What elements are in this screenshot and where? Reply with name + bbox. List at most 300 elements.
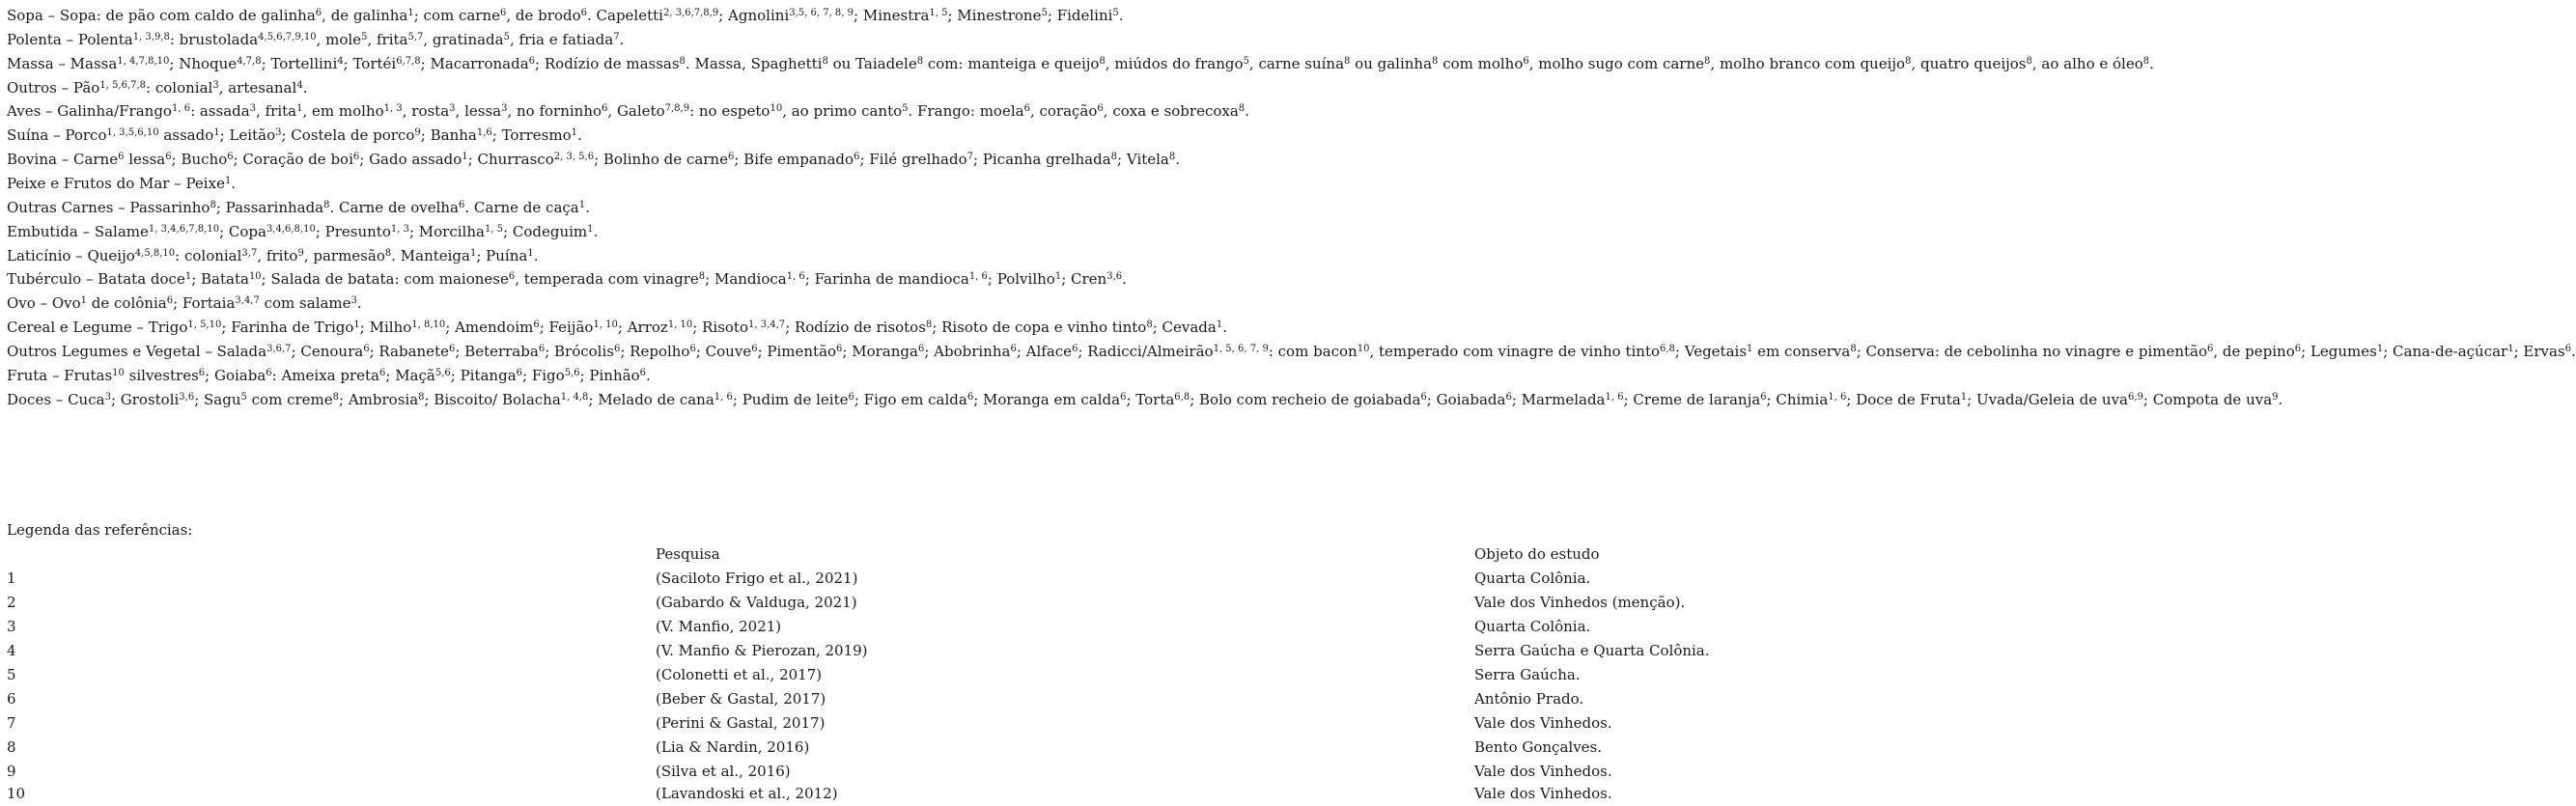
row-text: , rosta [402, 102, 450, 121]
row-text: , gratinada [423, 30, 504, 48]
row-text: ; Minestra [854, 7, 930, 24]
reference-superscript: 6 [352, 152, 360, 163]
row-text: ; Mandioca [705, 270, 787, 289]
reference-superscript: 6 [1505, 391, 1512, 403]
legend-ref-row [0, 639, 2307, 663]
row-text: com salame [259, 294, 351, 313]
reference-superscript: 6 [2564, 343, 2572, 354]
ref-objeto: Quarta Colônia. [1474, 570, 1591, 587]
reference-superscript: 5,6 [434, 367, 451, 378]
row-text: ; Brócolis [545, 342, 614, 360]
row-text: , temperado com vinagre de vinho tinto [1369, 342, 1661, 360]
reference-superscript: 1 [213, 127, 220, 139]
reference-superscript: 7 [613, 31, 620, 42]
reference-superscript: 1,6 [476, 127, 492, 139]
reference-superscript: 1 [353, 320, 360, 331]
reference-superscript: 8 [679, 55, 686, 67]
reference-superscript: 1 [587, 223, 594, 235]
row-text: : brustolada [169, 30, 259, 48]
reference-superscript: 8 [332, 391, 340, 403]
row-text: ; Ambrosia [339, 390, 419, 408]
reference-superscript: 5 [240, 391, 247, 403]
reference-superscript: 3,4,6,8,10 [266, 223, 316, 235]
food-category-row [7, 267, 1127, 292]
reference-superscript: 1, 3 [383, 103, 403, 115]
reference-superscript: 1 [578, 199, 586, 210]
legend-ref-row [0, 711, 2307, 736]
food-category-row [7, 76, 307, 100]
row-text: . [2149, 54, 2154, 72]
row-text: . [2278, 390, 2283, 408]
legend-ref-row [0, 663, 2307, 687]
row-text: ; Arroz [617, 319, 668, 337]
row-text: ; Farinha de mandioca [804, 270, 969, 289]
legend-ref-row [0, 567, 2307, 591]
reference-superscript: 3 [212, 79, 219, 91]
row-text: ; Vegetais [1674, 342, 1748, 360]
legend-ref-row [0, 687, 2307, 711]
reference-superscript: 1 [407, 8, 414, 18]
row-text: ; Legumes [2301, 342, 2377, 360]
reference-superscript: 8 [1905, 55, 1912, 67]
row-text: ; Macarronada [420, 54, 529, 72]
row-text: ; Creme de laranja [1623, 390, 1761, 408]
reference-superscript: 6 [363, 343, 370, 354]
ref-number: 5 [7, 666, 16, 683]
reference-superscript: 1, 5 [484, 223, 504, 235]
reference-superscript: 8 [1238, 103, 1246, 115]
reference-superscript: 6 [727, 152, 735, 163]
reference-superscript: 1 [2507, 343, 2514, 354]
reference-superscript: 6 [528, 55, 536, 67]
reference-superscript: 1, 6 [1828, 391, 1847, 403]
reference-superscript: 6 [1523, 55, 1529, 67]
row-text: ; Ervas [2513, 342, 2565, 360]
ref-pesquisa: (Beber & Gastal, 2017) [656, 690, 826, 708]
reference-superscript: 8 [822, 55, 828, 67]
reference-superscript: 8 [1704, 55, 1711, 67]
row-text: ; Rodízio de risotos [785, 319, 926, 337]
food-category-row [7, 244, 539, 268]
row-text: : assada [190, 102, 250, 121]
row-text: ; Marmelada [1511, 390, 1606, 408]
row-text: ; Cren [1061, 270, 1107, 289]
reference-superscript: 8 [210, 199, 216, 210]
row-text: assado [158, 126, 214, 145]
row-text: ; Batata [191, 270, 249, 289]
row-text: ; Pitanga [450, 366, 517, 384]
row-text: ; Pudim de leite [732, 390, 849, 408]
reference-superscript: 2, 3, 5,6 [553, 152, 595, 163]
reference-superscript: 10 [770, 103, 783, 115]
row-text: . Manteiga [391, 246, 470, 264]
row-text: . [619, 30, 625, 48]
row-text: : colonial [175, 246, 242, 264]
row-text: ; Moranga em calda [973, 390, 1121, 408]
legend-header-objeto: Objeto do estudo [1474, 545, 1600, 563]
reference-superscript: 8 [1110, 152, 1118, 163]
reference-superscript: 1, 3 [390, 223, 409, 235]
row-text: . Carne de caça [464, 198, 579, 216]
reference-superscript: 8 [698, 271, 706, 283]
reference-superscript: 6,9 [2128, 391, 2143, 403]
reference-superscript: 3 [501, 103, 508, 115]
ref-number: 2 [7, 594, 16, 611]
reference-superscript: 6 [516, 367, 523, 378]
row-text: : no espeto [689, 102, 770, 121]
row-text: . [593, 222, 599, 240]
food-category-row [7, 99, 1249, 124]
row-text: com molho [1438, 54, 1524, 72]
reference-superscript: 5 [902, 103, 909, 115]
row-text: , coxa e sobrecoxa [1103, 102, 1239, 121]
reference-superscript: 8 [418, 391, 425, 403]
row-text: ; Pimentão [757, 342, 837, 360]
legend-header-row [0, 542, 2307, 567]
ref-pesquisa: (V. Manfio & Pierozan, 2019) [656, 642, 868, 659]
row-text: : com bacon [1268, 342, 1358, 360]
row-text: ou Taiadele [827, 54, 917, 72]
row-text: Bovina – Carne [7, 151, 119, 169]
row-text: ; Cana-de-açúcar [2383, 342, 2508, 360]
food-category-row [7, 388, 2282, 412]
row-text: , ao primo canto [782, 102, 903, 121]
row-text: ; Moranga [842, 342, 918, 360]
row-text: ; Tortellini [261, 54, 338, 72]
ref-objeto: Serra Gaúcha. [1474, 666, 1581, 683]
ref-pesquisa: (Silva et al., 2016) [656, 763, 791, 780]
row-text: , de galinha [322, 7, 408, 24]
row-text: , carne suína [1248, 54, 1345, 72]
row-text: . [231, 174, 237, 192]
row-text: ; Bolinho de carne [594, 151, 728, 169]
row-text: Outras Carnes – Passarinho [7, 198, 210, 216]
reference-superscript: 3,5, 6, 7, 8, 9 [789, 8, 854, 18]
row-text: ; Goiaba [205, 366, 266, 384]
row-text: Massa – Massa [7, 54, 118, 72]
row-text: ; Couve [695, 342, 752, 360]
row-text: Laticínio – Queijo [7, 246, 135, 264]
reference-superscript: 7,8,9 [664, 103, 690, 115]
ref-pesquisa: (Lavandoski et al., 2012) [656, 785, 838, 802]
reference-superscript: 3,7 [241, 247, 258, 259]
row-text: . [1245, 102, 1249, 121]
reference-superscript: 6 [689, 343, 696, 354]
row-text: ; Repolho [620, 342, 690, 360]
row-text: Suína – Porco [7, 126, 107, 145]
row-text: ; Sagu [194, 390, 241, 408]
row-text: ; Bife empanado [734, 151, 854, 169]
reference-superscript: 2, 3,6,7,8,9 [662, 8, 719, 18]
reference-superscript: 6 [836, 343, 843, 354]
reference-superscript: 3,6 [1106, 271, 1123, 283]
row-text: ; Codeguim [503, 222, 588, 240]
row-text: Outros – Pão [7, 78, 100, 97]
row-text: ; Leitão [219, 126, 276, 145]
reference-superscript: 8 [323, 199, 330, 210]
reference-superscript: 5 [1243, 55, 1249, 67]
reference-superscript: 1, 4,7,8,10 [117, 55, 170, 67]
reference-superscript: 9 [297, 247, 304, 259]
reference-superscript: 10 [112, 367, 125, 378]
food-category-row [7, 292, 362, 316]
legend-title: Legenda das referências: [7, 521, 193, 539]
reference-superscript: 5,7 [407, 31, 424, 42]
legend-ref-row [0, 615, 2307, 639]
legend-ref-row [0, 782, 2307, 806]
reference-superscript: 6 [227, 152, 234, 163]
row-text: ; Risoto [692, 319, 748, 337]
food-category-row [7, 196, 590, 220]
reference-superscript: 6 [848, 391, 854, 403]
ref-number: 1 [7, 570, 16, 587]
row-text: Doces – Cuca [7, 390, 105, 408]
reference-superscript: 4 [296, 79, 303, 91]
reference-superscript: 1, 3,9,8 [132, 31, 170, 42]
reference-superscript: 1, 5,6,7,8 [99, 79, 147, 91]
reference-superscript: 1, 5,10 [187, 320, 222, 331]
reference-superscript: 6 [854, 152, 860, 163]
reference-superscript: 8 [2142, 55, 2150, 67]
row-text: . Capeletti [587, 7, 663, 24]
row-text: ; Agnolini [718, 7, 790, 24]
row-text: : colonial [146, 78, 213, 97]
row-text: Outros Legumes e Vegetal – Salada [7, 342, 267, 360]
row-text: Embutida – Salame [7, 222, 149, 240]
reference-superscript: 8 [1344, 55, 1351, 67]
row-text: ; Uvada/Geleia de uva [1967, 390, 2128, 408]
reference-superscript: 6 [379, 367, 386, 378]
reference-superscript: 1 [527, 247, 534, 259]
row-text: ; Feijão [539, 319, 594, 337]
reference-superscript: 5 [503, 31, 510, 42]
ref-number: 10 [7, 785, 26, 802]
row-text: , temperada com vinagre [515, 270, 699, 289]
ref-number: 6 [7, 690, 16, 708]
ref-objeto: Antônio Prado. [1474, 690, 1584, 708]
reference-superscript: 6 [500, 8, 507, 18]
row-text: Peixe e Frutos do Mar – Peixe [7, 174, 225, 192]
reference-superscript: 1, 3,5,6,10 [106, 127, 159, 139]
row-text: ; Costela de porco [281, 126, 415, 145]
row-text: ; Presunto [315, 222, 391, 240]
food-category-row [7, 148, 1180, 172]
row-text: , frita [256, 102, 297, 121]
reference-superscript: 6,8 [1174, 391, 1190, 403]
row-text: . [585, 198, 590, 216]
row-text: ; Alface [1016, 342, 1073, 360]
food-category-row [7, 28, 624, 52]
row-text: ; Fidelini [1047, 7, 1113, 24]
reference-superscript: 6 [1420, 391, 1427, 403]
reference-superscript: 1, 5 [929, 8, 948, 18]
reference-superscript: 6,8 [1660, 343, 1675, 354]
reference-superscript: 1 [1747, 343, 1753, 354]
row-text: ; Amendoim [445, 319, 534, 337]
row-text: . [645, 366, 651, 384]
row-text: ; Tortéi [343, 54, 397, 72]
row-text: . [533, 246, 539, 264]
reference-superscript: 10 [1357, 343, 1370, 354]
row-text: , molho branco com queijo [1710, 54, 1906, 72]
reference-superscript: 3 [350, 295, 357, 307]
reference-superscript: 1, 10 [667, 320, 693, 331]
row-text: ; Bolo com recheio de goiabada [1190, 390, 1421, 408]
row-text: ; Filé grelhado [859, 151, 967, 169]
row-text: com creme [246, 390, 333, 408]
row-text: . Frango: moela [908, 102, 1024, 121]
reference-superscript: 4 [337, 55, 344, 67]
row-text: ; Figo em calda [854, 390, 967, 408]
ref-objeto: Quarta Colônia. [1474, 618, 1591, 635]
row-text: ; Biscoito/ Bolacha [424, 390, 561, 408]
row-text: . Carne de ovelha [329, 198, 459, 216]
row-text: ou galinha [1350, 54, 1433, 72]
reference-superscript: 6 [1023, 103, 1030, 115]
reference-superscript: 6 [966, 391, 974, 403]
row-text: , parmesão [303, 246, 385, 264]
row-text: Tubérculo – Batata doce [7, 270, 185, 289]
reference-superscript: 3,6,7 [266, 343, 292, 354]
reference-superscript: 1 [184, 271, 192, 283]
reference-superscript: 1, 6 [968, 271, 988, 283]
row-text: , coração [1029, 102, 1098, 121]
ref-pesquisa: (Gabardo & Valduga, 2021) [656, 594, 857, 611]
row-text: . [1118, 7, 1124, 24]
row-text: . [1222, 319, 1227, 337]
row-text: ; Farinha de Trigo [221, 319, 354, 337]
reference-superscript: 9 [2272, 391, 2279, 403]
reference-superscript: 3,6 [179, 391, 195, 403]
reference-superscript: 6 [266, 367, 272, 378]
row-text: , artesanal [218, 78, 297, 97]
row-text: ; Beterraba [455, 342, 539, 360]
row-text: ; Rodízio de massas [535, 54, 680, 72]
reference-superscript: 1, 8,10 [411, 320, 446, 331]
row-text: . [1175, 151, 1181, 169]
ref-number: 7 [7, 714, 16, 732]
ref-objeto: Bento Gonçalves. [1474, 738, 1603, 756]
food-category-row [7, 124, 582, 148]
row-text: Cereal e Legume – Trigo [7, 319, 188, 337]
reference-superscript: 1, 5, 6, 7, 9 [1213, 343, 1269, 354]
reference-superscript: 6 [2207, 343, 2214, 354]
reference-superscript: 6 [1097, 103, 1104, 115]
food-category-row [7, 364, 651, 388]
reference-superscript: 1 [80, 295, 88, 307]
row-text: ; Salada de batata: com maionese [261, 270, 509, 289]
reference-superscript: 3 [104, 391, 111, 403]
reference-superscript: 6 [751, 343, 758, 354]
reference-superscript: 1, 6 [1605, 391, 1624, 403]
row-text: ; Abobrinha [924, 342, 1011, 360]
reference-superscript: 1 [462, 152, 468, 163]
ref-number: 4 [7, 642, 16, 659]
reference-superscript: 6 [458, 199, 465, 210]
ref-number: 9 [7, 763, 16, 780]
row-text: ; Risoto de copa e vinho tinto [932, 319, 1147, 337]
reference-superscript: 1 [571, 127, 578, 139]
reference-superscript: 6 [166, 295, 174, 307]
reference-superscript: 8 [1850, 343, 1857, 354]
row-text: Aves – Galinha/Frango [7, 102, 172, 121]
row-text: ; Banha [420, 126, 477, 145]
row-text: , ao alho e óleo [2031, 54, 2143, 72]
reference-superscript: 6 [118, 152, 125, 163]
reference-superscript: 6 [613, 343, 621, 354]
row-text: , em molho [302, 102, 384, 121]
reference-superscript: 6 [2294, 343, 2302, 354]
reference-superscript: 5,6 [564, 367, 580, 378]
reference-superscript: 6 [639, 367, 646, 378]
reference-superscript: 6 [538, 343, 546, 354]
row-text: lessa [124, 151, 166, 169]
reference-superscript: 1 [1054, 271, 1062, 283]
reference-superscript: 1, 3,4,6,7,8,10 [148, 223, 220, 235]
reference-superscript: 6 [533, 320, 540, 331]
row-text: , de pepino [2213, 342, 2295, 360]
row-text: Ovo – Ovo [7, 294, 81, 313]
row-text: em conserva [1752, 342, 1851, 360]
row-text: ; Rabanete [369, 342, 449, 360]
ref-pesquisa: (Lia & Nardin, 2016) [656, 738, 810, 756]
row-text: ; Figo [522, 366, 565, 384]
reference-superscript: 4,7,8 [237, 55, 262, 67]
food-category-row [7, 52, 2154, 76]
ref-pesquisa: (Saciloto Frigo et al., 2021) [656, 570, 858, 587]
row-text: ; Torta [1126, 390, 1175, 408]
row-text: , lessa [455, 102, 502, 121]
reference-superscript: 6 [580, 8, 587, 18]
reference-superscript: 1 [1960, 391, 1968, 403]
row-text: com: manteiga e queijo [923, 54, 1100, 72]
reference-superscript: 3 [449, 103, 456, 115]
ref-objeto: Vale dos Vinhedos (menção). [1474, 594, 1686, 611]
row-text: ; Fortaia [173, 294, 236, 313]
reference-superscript: 6 [315, 8, 322, 18]
row-text: , frita [367, 30, 408, 48]
row-text: ; Gado assado [359, 151, 462, 169]
reference-superscript: 3 [249, 103, 257, 115]
ref-pesquisa: (Colonetti et al., 2017) [656, 666, 823, 683]
reference-superscript: 1 [224, 175, 232, 186]
row-text: , miúdos do frango [1105, 54, 1244, 72]
reference-superscript: 8 [384, 247, 392, 259]
reference-superscript: 6 [1010, 343, 1017, 354]
row-text: ; Torresmo [491, 126, 572, 145]
row-text: , Galeto [607, 102, 665, 121]
row-text: ; com carne [413, 7, 501, 24]
reference-superscript: 1, 3,4,7 [747, 320, 786, 331]
reference-superscript: 6,7,8 [396, 55, 421, 67]
row-text: Sopa – Sopa: de pão com caldo de galinha [7, 7, 316, 24]
row-text: ; Morcilha [408, 222, 485, 240]
reference-superscript: 10 [248, 271, 262, 283]
row-text: ; Minestrone [947, 7, 1042, 24]
ref-objeto: Serra Gaúcha e Quarta Colônia. [1474, 642, 1710, 659]
reference-superscript: 1, 4,8 [560, 391, 589, 403]
reference-superscript: 6 [448, 343, 456, 354]
row-text: ; Radicci/Almeirão [1078, 342, 1214, 360]
row-text: ; Bucho [171, 151, 228, 169]
row-text: , frito [257, 246, 298, 264]
row-text: ; Melado de cana [588, 390, 714, 408]
ref-number: 8 [7, 738, 16, 756]
food-category-row [7, 340, 2576, 364]
row-text: ; Puína [476, 246, 528, 264]
legend-ref-row [0, 591, 2307, 615]
legend-ref-row [0, 736, 2307, 760]
